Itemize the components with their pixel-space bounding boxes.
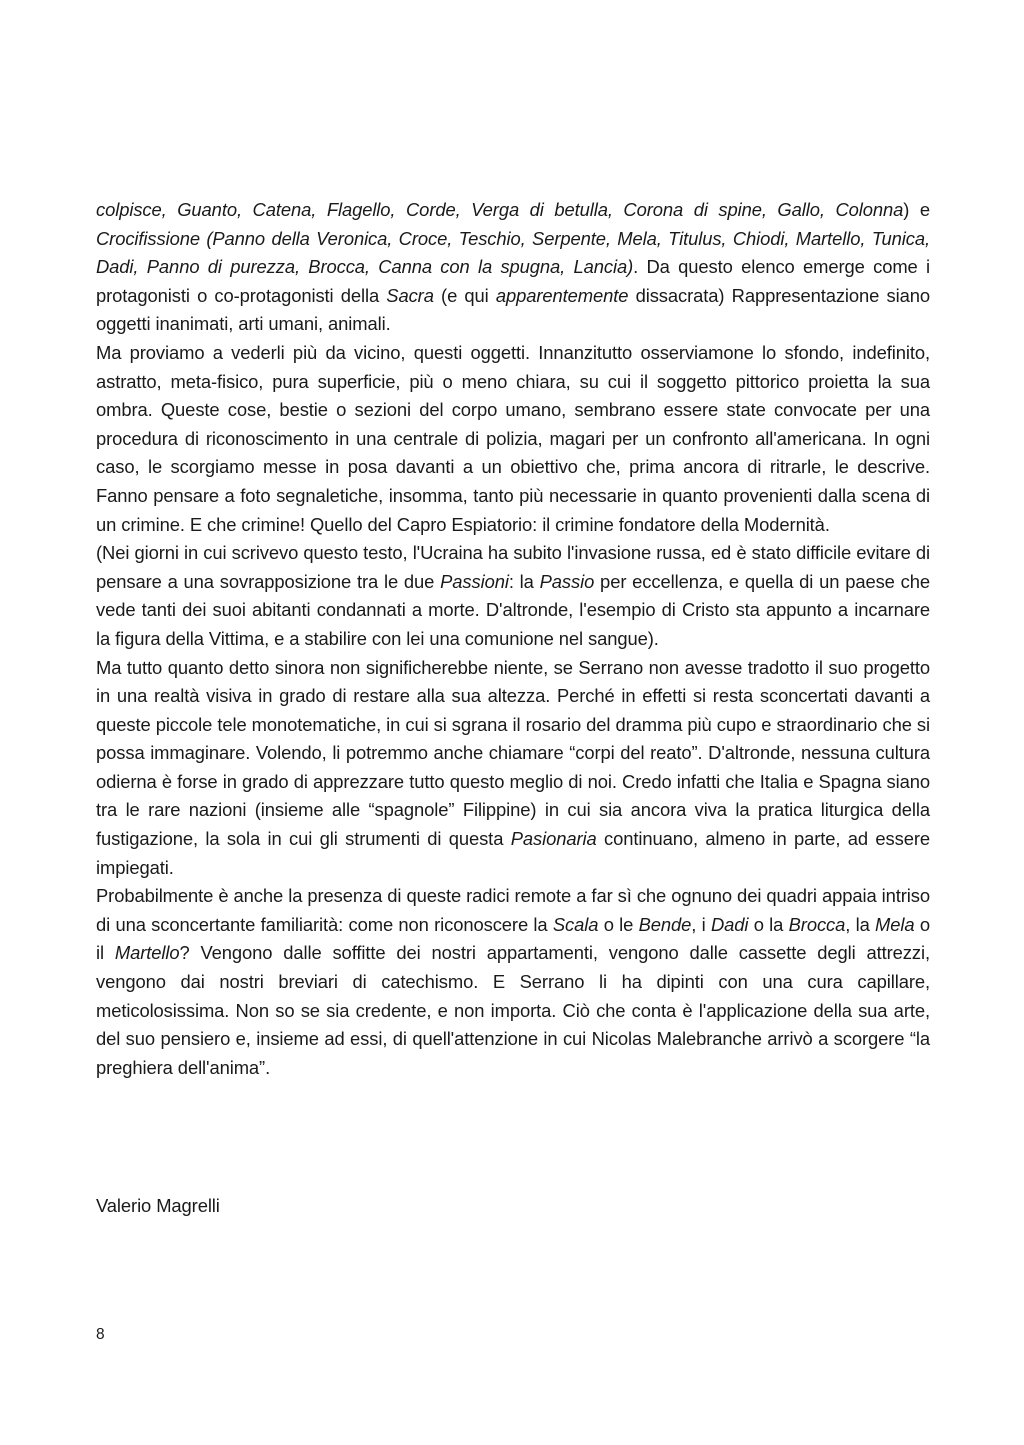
paragraph-4: Ma tutto quanto detto sinora non significherebbe niente, se Serrano non avesse tradotto il suo progetto in una realtà visiva in grado di restare alla sua altezza. Perché in effetti si resta sconcertati davanti a queste piccole tele monotematiche, in cui si sgrana il rosario del dramma più cupo e straordinario che si possa immaginare. Volendo, li potremmo anche chiamare “corpi del reato”. D'altronde, nessuna cultura odierna è forse in grado di apprezzare tutto questo meglio di noi. Credo infatti che Italia e Spagna siano tra le rare nazioni (insieme alle “spagnole” Filippine) in cui sia ancora viva la pratica liturgica della fustigazione, la sola in cui gli strumenti di questa Pasionaria continuano, almeno in parte, ad essere impiegati. (96, 656, 930, 878)
author-signature: Valerio Magrelli (96, 1195, 220, 1216)
paragraph-5: Probabilmente è anche la presenza di queste radici remote a far sì che ognuno dei quadri appaia intriso di una sconcertante familiarità: come non riconoscere la Scala o le Bende, i Dadi o la Brocca, la Mela o il Martello? Vengono dalle soffitte dei nostri appartamenti, vengono dalle cassette degli attrezzi, vengono dai nostri breviari di catechismo. E Serrano li ha dipinti con una cura capillare, meticolosissima. Non so se sia credente, e non importa. Ciò che conta è l'applicazione della sua arte, del suo pensiero e, insieme ad essi, di quell'attenzione in cui Nicolas Malebranche arrivò a scorgere “la preghiera dell'anima”. (96, 885, 930, 1078)
paragraph-1: colpisce, Guanto, Catena, Flagello, Corde, Verga di betulla, Corona di spine, Gallo, Colonna) e Crocifissione (Panno della Veronica, Croce, Teschio, Serpente, Mela, Titulus, Chiodi, Martello, Tunica, Dadi, Panno di purezza, Brocca, Canna con la spugna, Lancia). Da questo elenco emerge come i protagonisti o co-protagonisti della Sacra (e qui apparentemente dissacrata) Rappresentazione siano oggetti inanimati, arti umani, animali. (96, 199, 930, 335)
paragraph-3: (Nei giorni in cui scrivevo questo testo, l'Ucraina ha subito l'invasione russa, ed è stato difficile evitare di pensare a una sovrapposizione tra le due Passioni: la Passio per eccellenza, e quella di un paese che vede tanti dei suoi abitanti condannati a morte. D'altronde, l'esempio di Cristo sta appunto a incarnare la figura della Vittima, e a stabilire con lei una comunione nel sangue). (96, 542, 930, 649)
body-text-column (96, 196, 930, 1082)
page-number: 8 (96, 1326, 105, 1343)
paragraph-2: Ma proviamo a vederli più da vicino, questi oggetti. Innanzitutto osserviamone lo sfondo, indefinito, astratto, meta-fisico, pura superficie, più o meno chiara, su cui il soggetto pittorico proietta la sua ombra. Queste cose, bestie o sezioni del corpo umano, sembrano essere state convocate per una procedura di riconoscimento in una centrale di polizia, magari per un confronto all'americana. In ogni caso, le scorgiamo messe in posa davanti a un obiettivo che, prima ancora di ritrarle, le descrive. Fanno pensare a foto segnaletiche, insomma, tanto più necessarie in quanto provenienti dalla scena di un crimine. E che crimine! Quello del Capro Espiatorio: il crimine fondatore della Modernità. (96, 341, 930, 535)
